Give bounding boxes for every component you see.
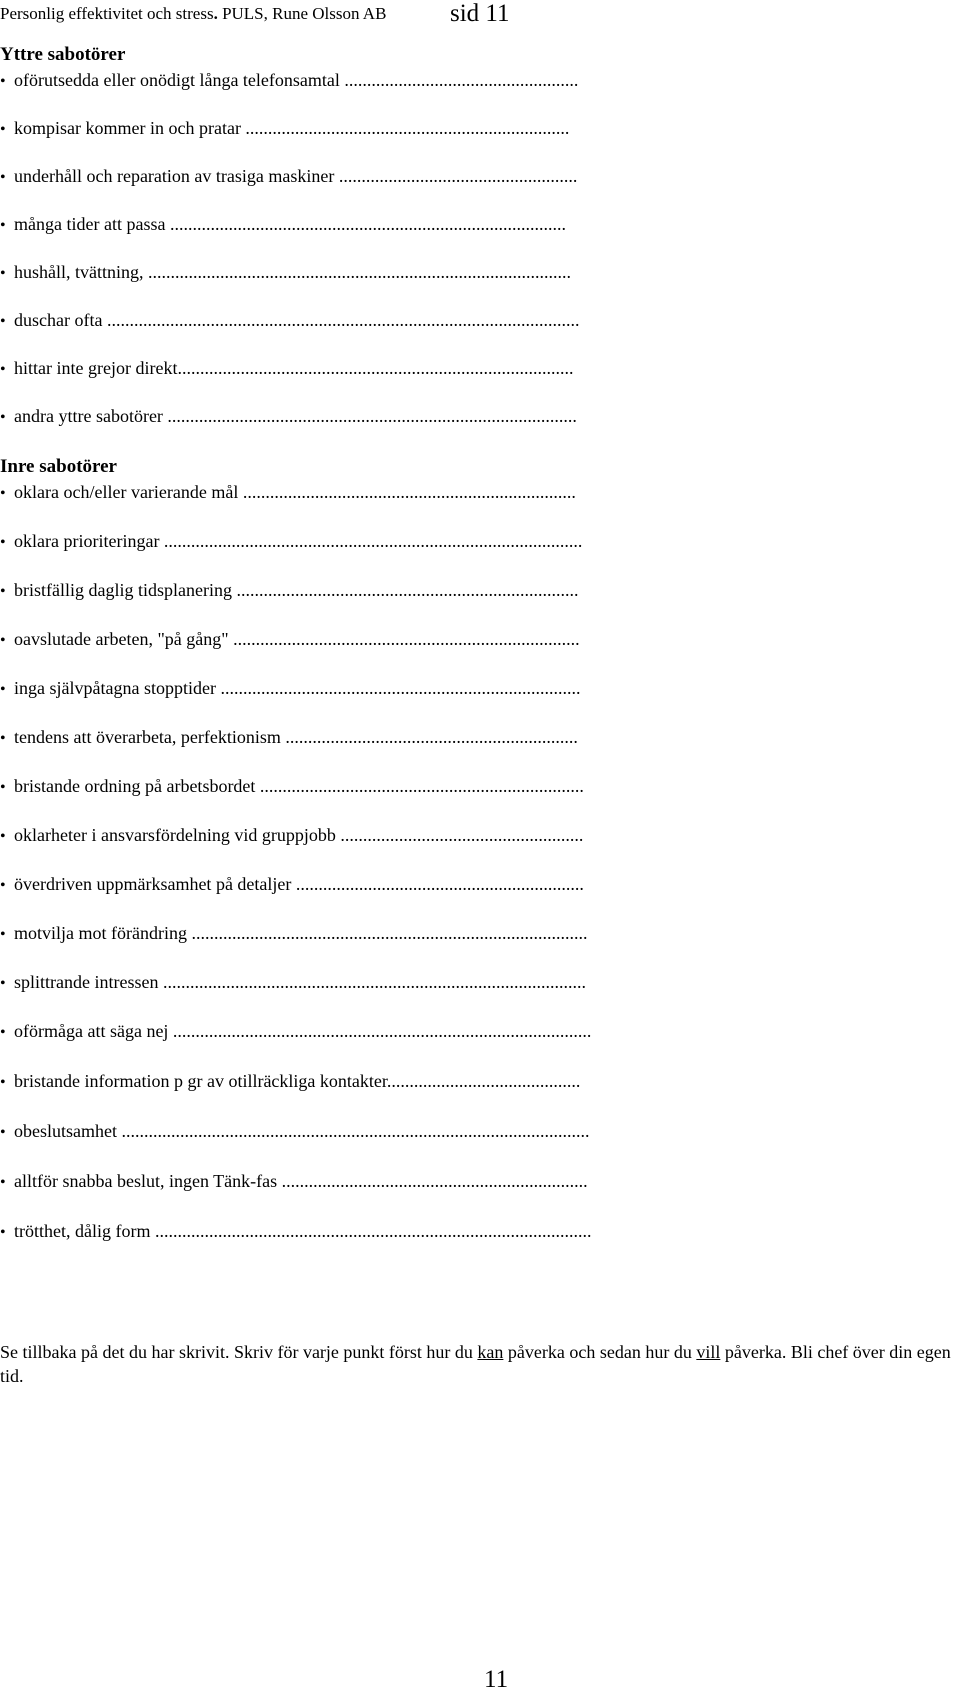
- list-item: • obeslutsamhet ........................................................................................................: [0, 1121, 590, 1141]
- bullet-icon: •: [0, 361, 6, 378]
- list-item: • oförutsedda eller onödigt långa telefonsamtal ....................................................: [0, 70, 579, 90]
- list-item: • överdriven uppmärksamhet på detaljer ................................................................: [0, 874, 584, 894]
- list-item: • splittrande intressen ..............................................................................................: [0, 972, 586, 992]
- inner-saboteurs-heading: Inre sabotörer: [0, 456, 117, 477]
- header-dot: .: [213, 4, 218, 23]
- list-item: • oklarheter i ansvarsfördelning vid gruppjobb ......................................................: [0, 825, 584, 845]
- bullet-icon: •: [0, 409, 6, 426]
- header-company: PULS, Rune Olsson AB: [217, 4, 387, 23]
- bullet-icon: •: [0, 583, 6, 600]
- bullet-icon: •: [0, 121, 6, 138]
- bullet-icon: •: [0, 1124, 6, 1141]
- list-item: • hushåll, tvättning, ..............................................................................................: [0, 262, 571, 282]
- list-item: • bristande information p gr av otillräckliga kontakter...........................................: [0, 1071, 581, 1091]
- list-item: • oavslutade arbeten, "på gång" .............................................................................: [0, 629, 580, 649]
- list-item: • alltför snabba beslut, ingen Tänk-fas ....................................................................: [0, 1171, 588, 1191]
- list-item: • många tider att passa ........................................................................................: [0, 214, 566, 234]
- bullet-icon: •: [0, 828, 6, 845]
- bullet-icon: •: [0, 73, 6, 90]
- list-item: • oklara och/eller varierande mål ..........................................................................: [0, 482, 576, 502]
- header-page-label: sid 11: [450, 0, 510, 27]
- list-item: • trötthet, dålig form .................................................................................................: [0, 1221, 592, 1241]
- list-item: • kompisar kommer in och pratar ........................................................................: [0, 118, 570, 138]
- bullet-icon: •: [0, 265, 6, 282]
- running-header: [0, 4, 386, 24]
- bullet-icon: •: [0, 926, 6, 943]
- bullet-icon: •: [0, 730, 6, 747]
- emphasis-can: kan: [477, 1342, 504, 1362]
- list-item: • bristande ordning på arbetsbordet ........................................................................: [0, 776, 584, 796]
- bullet-icon: •: [0, 1224, 6, 1241]
- list-item: • inga självpåtagna stopptider ................................................................................: [0, 678, 581, 698]
- header-course-title: Personlig effektivitet och stress: [0, 4, 214, 23]
- bullet-icon: •: [0, 313, 6, 330]
- list-item: • oförmåga att säga nej .............................................................................................: [0, 1021, 592, 1041]
- closing-instruction: Se tillbaka på det du har skrivit. Skriv för varje punkt först hur du kan påverka och sedan hur du vill påverka. Bli chef över din egen tid.: [0, 1342, 951, 1386]
- bullet-icon: •: [0, 632, 6, 649]
- bullet-icon: •: [0, 1074, 6, 1091]
- bullet-icon: •: [0, 779, 6, 796]
- bullet-icon: •: [0, 1174, 6, 1191]
- list-item: • bristfällig daglig tidsplanering ............................................................................: [0, 580, 579, 600]
- bullet-icon: •: [0, 485, 6, 502]
- outer-saboteurs-heading: Yttre sabotörer: [0, 44, 126, 65]
- list-item: • underhåll och reparation av trasiga maskiner .....................................................: [0, 166, 578, 186]
- bullet-icon: •: [0, 877, 6, 894]
- bullet-icon: •: [0, 217, 6, 234]
- bullet-icon: •: [0, 975, 6, 992]
- bullet-icon: •: [0, 1024, 6, 1041]
- bullet-icon: •: [0, 169, 6, 186]
- list-item: • oklara prioriteringar .............................................................................................: [0, 531, 583, 551]
- list-item: • tendens att överarbeta, perfektionism .................................................................: [0, 727, 578, 747]
- list-item: • andra yttre sabotörer ...........................................................................................: [0, 406, 577, 426]
- emphasis-will: vill: [696, 1342, 721, 1362]
- bullet-icon: •: [0, 681, 6, 698]
- page-number: 11: [484, 1666, 509, 1693]
- list-item: • duschar ofta .........................................................................................................: [0, 310, 580, 330]
- list-item: • hittar inte grejor direkt........................................................................................: [0, 358, 574, 378]
- list-item: • motvilja mot förändring ........................................................................................: [0, 923, 588, 943]
- bullet-icon: •: [0, 534, 6, 551]
